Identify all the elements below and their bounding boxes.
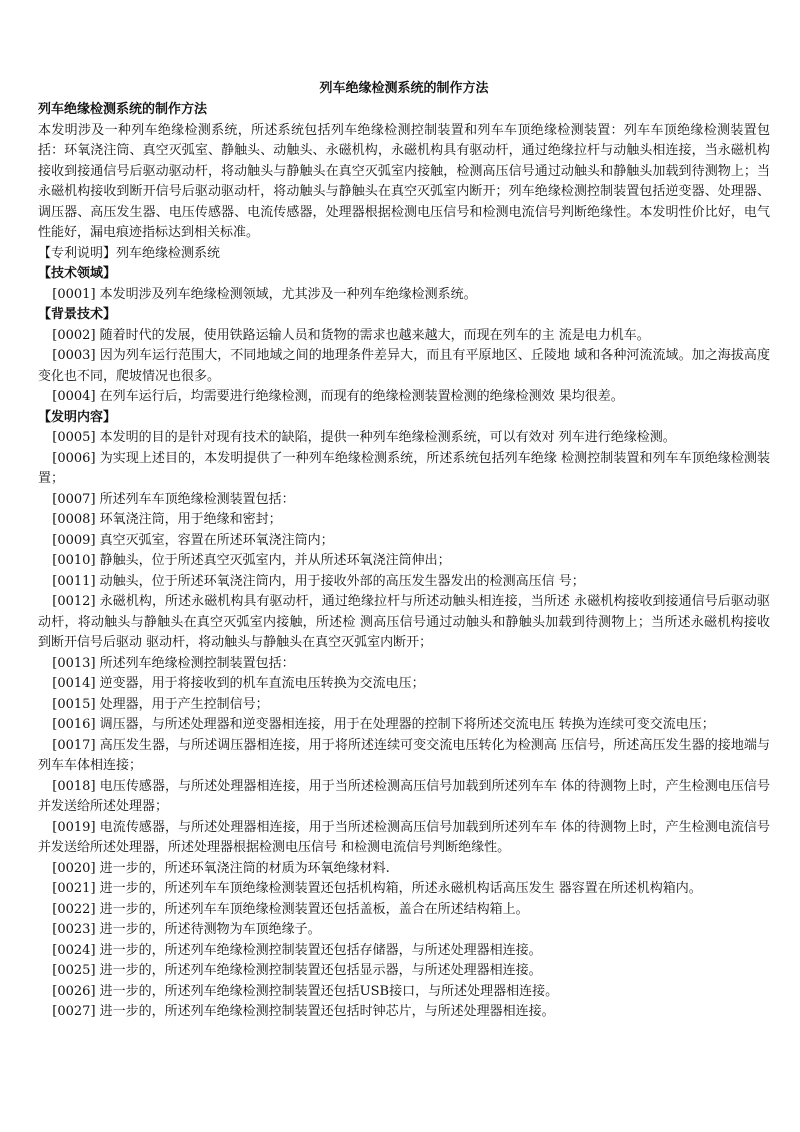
page-title: 列车绝缘检测系统的制作方法 (319, 81, 489, 96)
paragraph-0002: [0002] 随着时代的发展，使用铁路运输人员和货物的需求也越来越大，而现在列车的主 流是电力机车。 (52, 327, 650, 343)
paragraph-0019: [0019] 电流传感器，与所述处理器相连接，用于当所述检测高压信号加载到所述列车车 体的待测物上时，产生检测电流信号并发送给所述处理器，所述处理器根据检测电压信号 和检测电流信号判断绝缘性。 (38, 819, 770, 855)
paragraph-0023: [0023] 进一步的，所述待测物为车顶绝缘子。 (52, 922, 321, 937)
paragraph-0007: [0007] 所述列车车顶绝缘检测装置包括： (52, 491, 295, 507)
paragraph-0004: [0004] 在列车运行后，均需要进行绝缘检测，而现有的绝缘检测装置检测的绝缘检测效 果均很差。 (52, 389, 624, 404)
paragraph-0008: [0008] 环氧浇注筒，用于绝缘和密封； (52, 512, 282, 527)
document-page (38, 80, 770, 1023)
paragraph-0024: [0024] 进一步的，所述列车绝缘检测控制装置还包括存储器，与所述处理器相连接。 (52, 942, 542, 958)
paragraph-0022: [0022] 进一步的，所述列车车顶绝缘检测装置还包括盖板，盖合在所述结构箱上。 (52, 901, 529, 917)
paragraph-0006: [0006] 为实现上述目的，本发明提供了一种列车绝缘检测系统，所述系统包括列车绝缘 检测控制装置和列车车顶绝缘检测装置； (38, 450, 770, 486)
paragraph-0014: [0014] 逆变器，用于将接收到的机车直流电压转换为交流电压； (52, 676, 425, 691)
paragraph-0010: [0010] 静触头，位于所述真空灭弧室内，并从所述环氧浇注筒伸出； (52, 553, 451, 568)
paragraph-0021: [0021] 进一步的，所述列车车顶绝缘检测装置还包括机构箱，所述永磁机构话高压发生 器容置在所述机构箱内。 (52, 881, 702, 896)
paragraph-0015: [0015] 处理器，用于产生控制信号； (52, 696, 269, 712)
paragraph-0017: [0017] 高压发生器，与所述调压器相连接，用于将所述连续可变交流电压转化为检测高 压信号，所述高压发生器的接地端与列车车体相连接； (38, 737, 770, 773)
paragraph-0027: [0027] 进一步的，所述列车绝缘检测控制装置还包括时钟芯片，与所述处理器相连接。 (52, 1004, 555, 1019)
paragraph-0018: [0018] 电压传感器，与所述处理器相连接，用于当所述检测高压信号加载到所述列车车 体的待测物上时，产生检测电压信号并发送给所述处理器； (38, 778, 770, 814)
paragraph-0016: [0016] 调压器，与所述处理器和逆变器相连接，用于在处理器的控制下将所述交流电压 转换为连续可变交流电压； (52, 717, 715, 732)
abstract-paragraph: 本发明涉及一种列车绝缘检测系统，所述系统包括列车绝缘检测控制装置和列车车顶绝缘检测装置：列车车顶绝缘检测装置包括：环氧浇注筒、真空灭弧室、静触头、动触头、永磁机构，永磁机构具有驱动杆，通过绝缘拉杆与动触头相连接，当永磁机构接收到接通信号后驱动驱动杆，将动触头与静触头在真空灭弧室内接触，检测高压信号通过动触头和静触头加载到待测物上；当永磁机构接收到断开信号后驱动驱动杆，将动触头与静触头在真空灭弧室内断开；列车绝缘检测控制装置包括逆变器、处理器、调压器、高压发生器、电压传感器、电流传感器，处理器根据检测电压信号和检测电流信号判断绝缘性。本发明性价比好，电气性能好，漏电痕迹指标达到相关标准。 (38, 122, 770, 240)
document-subtitle: 列车绝缘检测系统的制作方法 (38, 102, 208, 117)
paragraph-0009: [0009] 真空灭弧室，容置在所述环氧浇注筒内； (52, 532, 334, 548)
paragraph-0012: [0012] 永磁机构，所述永磁机构具有驱动杆，通过绝缘拉杆与所述动触头相连接，当所述 永磁机构接收到接通信号后驱动驱动杆，将动触头与静触头在真空灭弧室内接触，所述检 测高压信号通过动触头和静触头加载到待测物上；当所述永磁机构接收到断开信号后驱动 驱动杆，将动触头与静触头在真空灭弧室内断开； (38, 594, 770, 650)
paragraph-0020: [0020] 进一步的，所述环氧浇注筒的材质为环氧绝缘材料. (52, 860, 390, 876)
paragraph-0005: [0005] 本发明的目的是针对现有技术的缺陷，提供一种列车绝缘检测系统，可以有效对 列车进行绝缘检测。 (52, 430, 676, 445)
patent-note-heading: 【专利说明】列车绝缘检测系统 (38, 245, 221, 261)
paragraph-0025: [0025] 进一步的，所述列车绝缘检测控制装置还包括显示器，与所述处理器相连接。 (52, 963, 542, 978)
paragraph-0026: [0026] 进一步的，所述列车绝缘检测控制装置还包括USB接口，与所述处理器相连接。 (52, 983, 559, 999)
invention-heading: 【发明内容】 (38, 409, 117, 425)
paragraph-0011: [0011] 动触头，位于所述环氧浇注筒内，用于接收外部的高压发生器发出的检测高压信 号； (52, 573, 585, 589)
tech-field-heading: 【技术领域】 (38, 266, 117, 281)
paragraph-0003: [0003] 因为列车运行范围大，不同地域之间的地理条件差异大，而且有平原地区、丘陵地 域和各种河流流域。加之海拔高度变化也不同，爬坡情况也很多。 (38, 348, 770, 384)
paragraph-0013: [0013] 所述列车绝缘检测控制装置包括： (52, 655, 295, 671)
background-heading: 【背景技术】 (38, 307, 117, 322)
paragraph-0001: [0001] 本发明涉及列车绝缘检测领域，尤其涉及一种列车绝缘检测系统。 (52, 286, 477, 302)
